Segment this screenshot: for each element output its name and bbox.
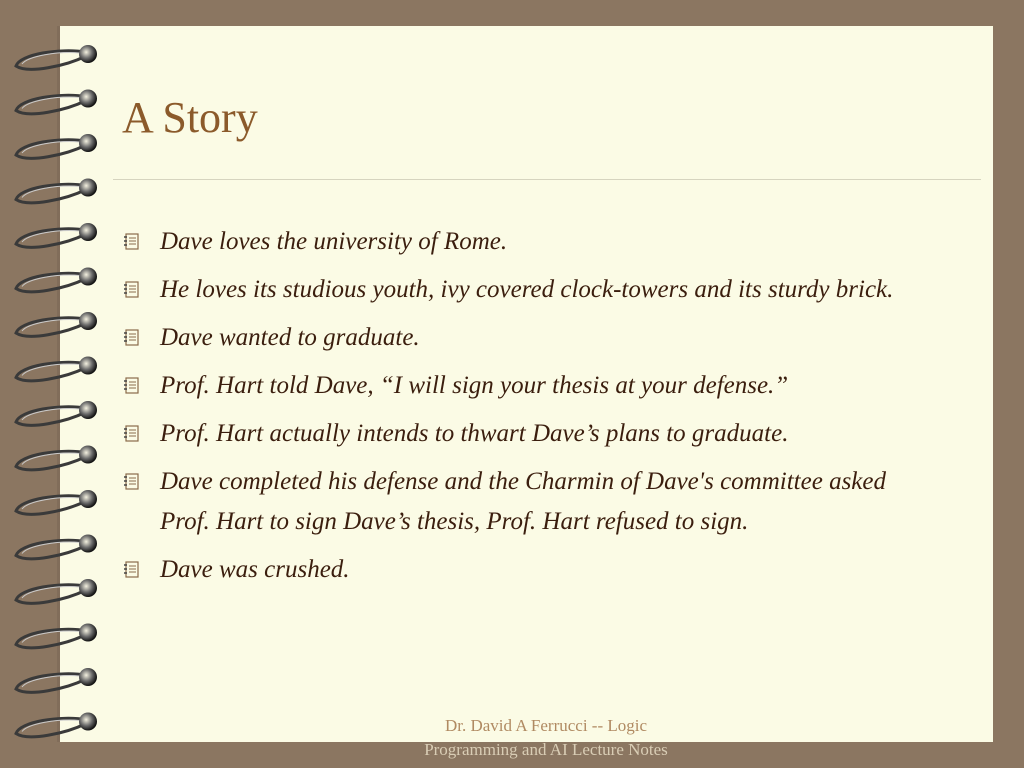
bullet-item xyxy=(120,366,940,406)
binding-hole xyxy=(79,223,97,241)
binding-hole xyxy=(79,624,97,642)
binding-hole xyxy=(79,90,97,108)
binding-hole xyxy=(79,357,97,375)
notebook-bullet-icon xyxy=(122,328,144,348)
binding-hole xyxy=(79,668,97,686)
bullet-text: Dave loves the university of Rome. xyxy=(160,228,508,255)
bullet-item xyxy=(120,414,940,454)
notebook-bullet-icon xyxy=(122,232,144,252)
binding-hole xyxy=(79,490,97,508)
notebook-bullet-icon xyxy=(122,376,144,396)
notebook-bullet-icon xyxy=(122,560,144,580)
binding-hole xyxy=(79,312,97,330)
bullet-text: Prof. Hart told Dave, “I will sign your thesis at your defense.” xyxy=(160,372,789,399)
binding-hole xyxy=(79,579,97,597)
bullet-item xyxy=(120,462,940,542)
binding-hole xyxy=(79,134,97,152)
spiral-binding-icon xyxy=(0,0,120,768)
binding-hole xyxy=(79,446,97,464)
footer-line-1: Dr. David A Ferrucci -- Logic xyxy=(444,716,648,735)
binding-hole xyxy=(79,535,97,553)
title-divider xyxy=(113,179,981,180)
bullet-text: Dave completed his defense and the Charmin of Dave's committee asked Prof. Hart to sign Dave’s thesis, Prof. Hart refused to sign. xyxy=(160,468,886,535)
binding-hole xyxy=(79,45,97,63)
bullet-text: He loves its studious youth, ivy covered clock-towers and its sturdy brick. xyxy=(160,276,894,303)
binding-hole xyxy=(79,401,97,419)
bullet-text: Dave wanted to graduate. xyxy=(160,324,420,351)
slide-title: A Story xyxy=(122,93,258,142)
bullet-list xyxy=(120,222,940,598)
binding-hole xyxy=(79,268,97,286)
bullet-item xyxy=(120,270,940,310)
binding-hole xyxy=(79,713,97,731)
bullet-item xyxy=(120,550,940,590)
bullet-text: Prof. Hart actually intends to thwart Dave’s plans to graduate. xyxy=(160,420,789,447)
binding-hole xyxy=(79,179,97,197)
footer-line-2: Programming and AI Lecture Notes xyxy=(424,740,668,759)
bullet-text: Dave was crushed. xyxy=(160,556,350,583)
footer xyxy=(396,714,696,762)
notebook-bullet-icon xyxy=(122,280,144,300)
bullet-item xyxy=(120,318,940,358)
notebook-bullet-icon xyxy=(122,472,144,492)
bullet-item xyxy=(120,222,940,262)
notebook-bullet-icon xyxy=(122,424,144,444)
